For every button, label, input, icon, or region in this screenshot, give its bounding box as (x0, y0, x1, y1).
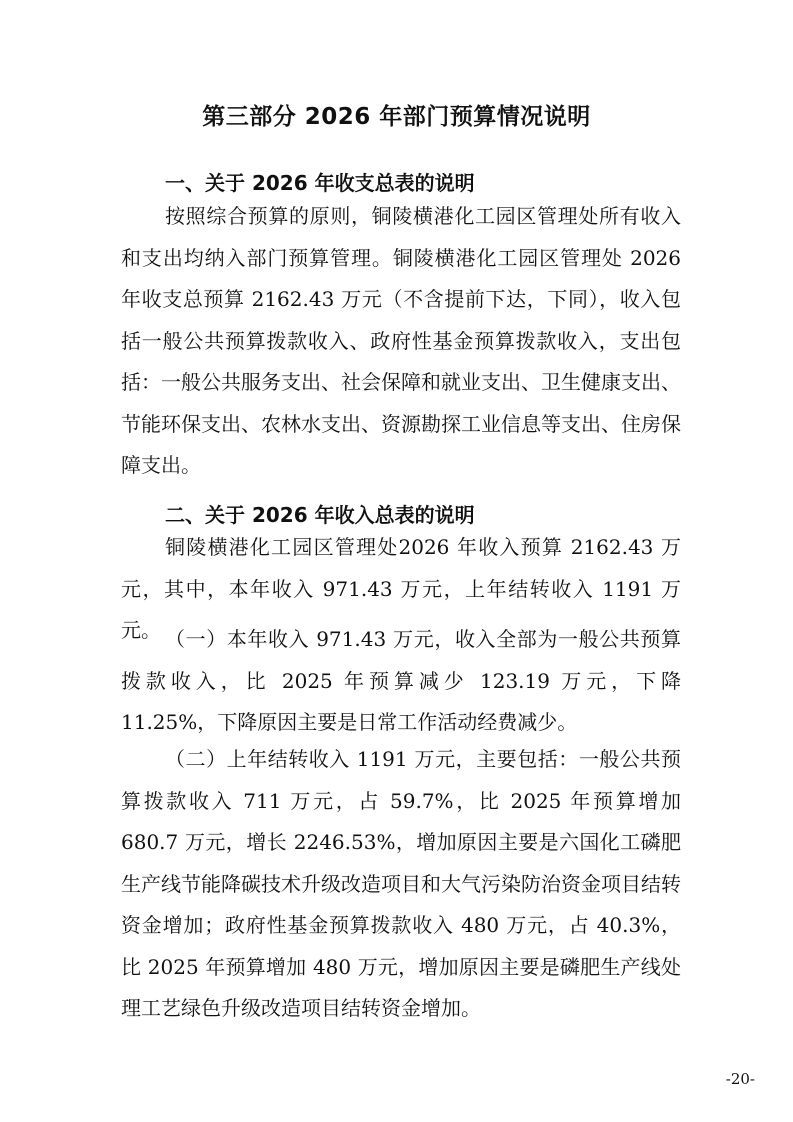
paragraph-carryover-revenue: （二）上年结转收入 1191 万元，主要包括：一般公共预算拨款收入 711 万元，占 59.7%，比 2025 年预算增加 680.7 万元，增长 2246.53%，增加原因主要是六国化工磷肥生产线节能降碳技术升级改造项目和大气污染防治资金项目结转资金增加；政府性基金预算拨款收入 480 万元，占 40.3%，比 2025 年预算增加 480 万元，增加原因主要是磷肥生产线处理工艺绿色升级改造项目结转资金增加。 (121, 747, 681, 1020)
paragraph-revenue-expenditure: 按照综合预算的原则，铜陵横港化工园区管理处所有收入和支出均纳入部门预算管理。铜陵横港化工园区管理处 2026 年收支总预算 2162.43 万元（不含提前下达，下同），收入包括一般公共预算拨款收入、政府性基金预算拨款收入，支出包括：一般公共服务支出、社会保障和就业支出、卫生健康支出、节能环保支出、农林水支出、资源勘探工业信息等支出、住房保障支出。 (121, 204, 681, 477)
page-title: 第三部分 2026 年部门预算情况说明 (202, 104, 591, 130)
section-heading-revenue-expenditure: 一、关于 2026 年收支总表的说明 (165, 171, 475, 195)
section-heading-revenue: 二、关于 2026 年收入总表的说明 (165, 503, 475, 527)
page-number: -20- (725, 1070, 755, 1088)
paragraph-current-year-revenue: （一）本年收入 971.43 万元，收入全部为一般公共预算拨款收入，比 2025 年预算减少 123.19 万元，下降 11.25%，下降原因主要是日常工作活动经费减少。 (121, 627, 681, 734)
paragraph-revenue-summary: 铜陵横港化工园区管理处2026 年收入预算 2162.43 万元，其中，本年收入 971.43 万元，上年结转收入 1191 万元。 (121, 535, 681, 642)
